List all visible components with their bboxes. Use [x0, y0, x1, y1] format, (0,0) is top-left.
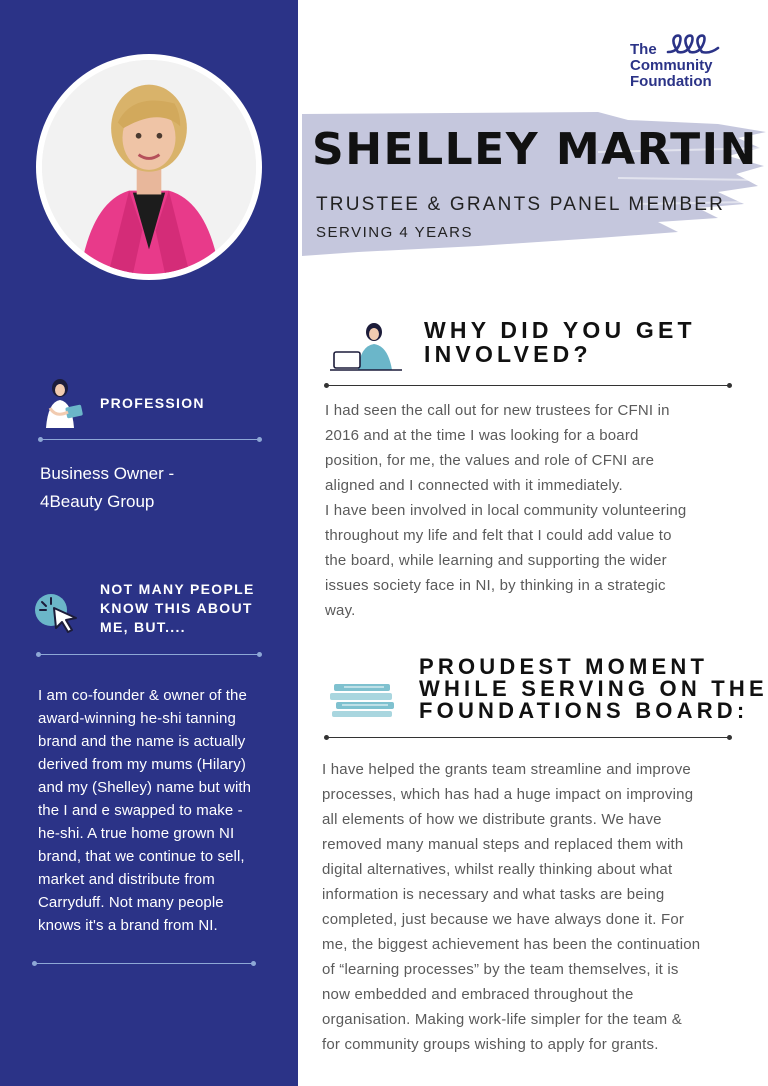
profession-heading: PROFESSION	[100, 395, 205, 411]
woman-at-laptop-icon	[330, 318, 402, 372]
cursor-click-icon	[34, 592, 82, 636]
fact-text: I am co-founder & owner of the award-winning he-shi tanning brand and the name is actually derived from my mums (Hilary) and my (Shelley) name but with the I and e swapped to make - he-shi. A true home grown NI brand, that we continue to sell, market and distribute from Carryduff. Not many people knows it's a brand from NI.	[38, 687, 252, 934]
logo-text: The Community Foundation	[630, 41, 713, 90]
fact-heading: NOT MANY PEOPLE KNOW THIS ABOUT ME, BUT....	[100, 581, 255, 635]
profession-divider	[40, 439, 260, 440]
proudest-heading: PROUDEST MOMENT WHILE SERVING ON THE FOUNDATIONS BOARD:	[419, 654, 768, 723]
serving-years: SERVING 4 YEARS	[316, 224, 474, 241]
why-divider	[326, 385, 730, 386]
proudest-divider	[326, 737, 730, 738]
person-portrait-icon	[42, 60, 256, 274]
person-name: SHELLEY MARTIN	[312, 124, 758, 175]
loops-logo-icon	[666, 32, 756, 54]
why-heading: WHY DID YOU GET INVOLVED?	[424, 317, 696, 367]
profession-value: Business Owner - 4Beauty Group	[40, 464, 175, 511]
community-foundation-logo	[630, 32, 750, 98]
woman-with-tablet-icon	[38, 378, 86, 430]
proudest-text: I have helped the grants team streamline and improve processes, which has had a huge impact on improving all elements of how we distribute grants. We have removed many manual steps and replaced them with digital alternatives, whilst really thinking about what information is necessary and what tasks are being completed, just because we have always done it. For me, the biggest achievement has been the continuation of “learning processes” by the team themselves, it is now embedded and embraced throughout the organisation. Making work-life simpler for the team & for community groups wishing to apply for grants.	[322, 761, 701, 1053]
person-role: TRUSTEE & GRANTS PANEL MEMBER	[316, 194, 726, 215]
why-text: I had seen the call out for new trustees for CFNI in 2016 and at the time I was looking for a board position, for me, the values and role of CFNI are aligned and I connected with it immediately. I have been involved in local community volunteering throughout my life and felt that I could add value to the board, while learning and supporting the wider issues society face in NI, by thinking in a strategic way.	[325, 402, 687, 619]
stack-of-books-icon	[330, 682, 398, 718]
fact-bottom-divider	[34, 963, 254, 964]
profile-photo	[36, 54, 262, 280]
fact-divider	[38, 654, 260, 655]
